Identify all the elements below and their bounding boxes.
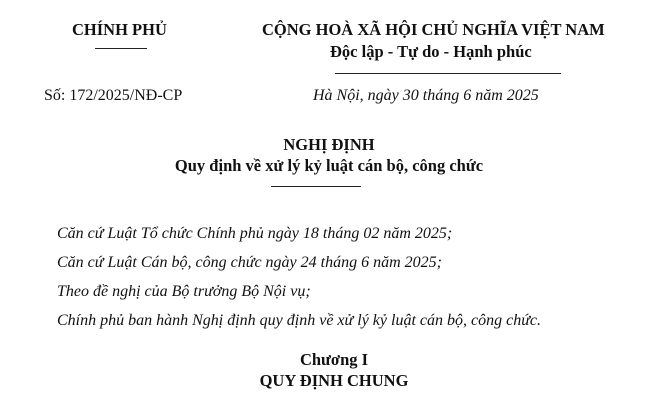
legal-basis-line: Theo đề nghị của Bộ trưởng Bộ Nội vụ; [57,283,311,300]
legal-basis-line: Chính phủ ban hành Nghị định quy định về xử lý kỷ luật cán bộ, công chức. [57,312,542,329]
title-underline [271,186,361,187]
chapter-title: QUY ĐỊNH CHUNG [259,371,409,390]
issuer-name: CHÍNH PHỦ [72,20,167,39]
national-motto: Độc lập - Tự do - Hạnh phúc [330,42,532,61]
chapter-label: Chương I [299,350,369,369]
document-type: NGHỊ ĐỊNH [283,135,375,154]
document-title: Quy định về xử lý kỷ luật cán bộ, công chức [174,156,484,175]
motto-underline [335,73,561,74]
place-and-date: Hà Nội, ngày 30 tháng 6 năm 2025 [313,87,539,104]
issuer-underline [95,48,147,49]
legal-basis-line: Căn cứ Luật Tổ chức Chính phủ ngày 18 tháng 02 năm 2025; [57,225,453,242]
document-number: Số: 172/2025/NĐ-CP [44,87,183,104]
national-title: CỘNG HOÀ XÃ HỘI CHỦ NGHĨA VIỆT NAM [262,20,605,39]
legal-basis-line: Căn cứ Luật Cán bộ, công chức ngày 24 tháng 6 năm 2025; [57,254,442,271]
